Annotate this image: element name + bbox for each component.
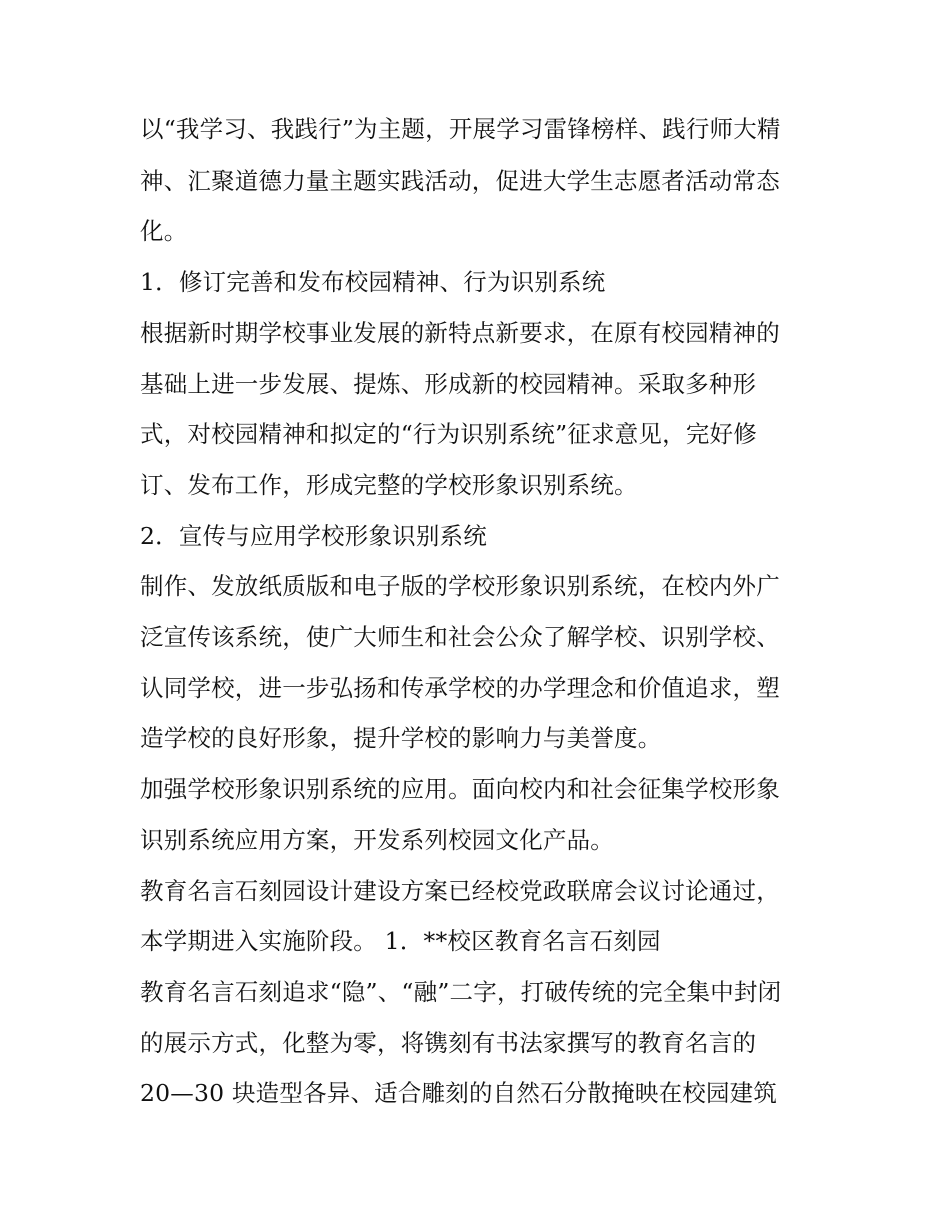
text-line: 以“我学习、我践行”为主题，开展学习雷锋榜样、践行师大精 xyxy=(140,115,781,143)
text-line: 识别系统应用方案，开发系列校园文化产品。 xyxy=(140,826,614,854)
text-line: 泛宣传该系统，使广大师生和社会公众了解学校、识别学校、 xyxy=(140,623,780,651)
text-line: 制作、发放纸质版和电子版的学校形象识别系统，在校内外广 xyxy=(140,572,780,600)
section-heading-2: 2．宣传与应用学校形象识别系统 xyxy=(140,522,487,550)
text-line: 化。 xyxy=(140,217,188,245)
text-line: 的展示方式，化整为零，将镌刻有书法家撰写的教育名言的 xyxy=(140,1029,757,1057)
text-line: 20—30 块造型各异、适合雕刻的自然石分散掩映在校园建筑 xyxy=(140,1079,778,1107)
text-line: 本学期进入实施阶段。 1．**校区教育名言石刻园 xyxy=(140,927,661,955)
section-heading-1: 1．修订完善和发布校园精神、行为识别系统 xyxy=(140,268,606,296)
text-line: 神、汇聚道德力量主题实践活动，促进大学生志愿者活动常态 xyxy=(140,167,780,195)
text-line: 订、发布工作，形成完整的学校形象识别系统。 xyxy=(140,471,638,499)
text-line: 教育名言石刻园设计建设方案已经校党政联席会议讨论通过， xyxy=(140,877,780,905)
text-line: 式，对校园精神和拟定的“行为识别系统”征求意见，完好修 xyxy=(140,420,757,448)
text-line: 造学校的良好形象，提升学校的影响力与美誉度。 xyxy=(140,724,662,752)
text-line: 加强学校形象识别系统的应用。面向校内和社会征集学校形象 xyxy=(140,775,780,803)
text-line: 根据新时期学校事业发展的新特点新要求，在原有校园精神的 xyxy=(140,319,780,347)
text-line: 认同学校，进一步弘扬和传承学校的办学理念和价值追求，塑 xyxy=(140,674,780,702)
text-line: 基础上进一步发展、提炼、形成新的校园精神。采取多种形 xyxy=(140,370,757,398)
text-line: 教育名言石刻追求“隐”、“融”二字，打破传统的完全集中封闭 xyxy=(140,978,782,1006)
